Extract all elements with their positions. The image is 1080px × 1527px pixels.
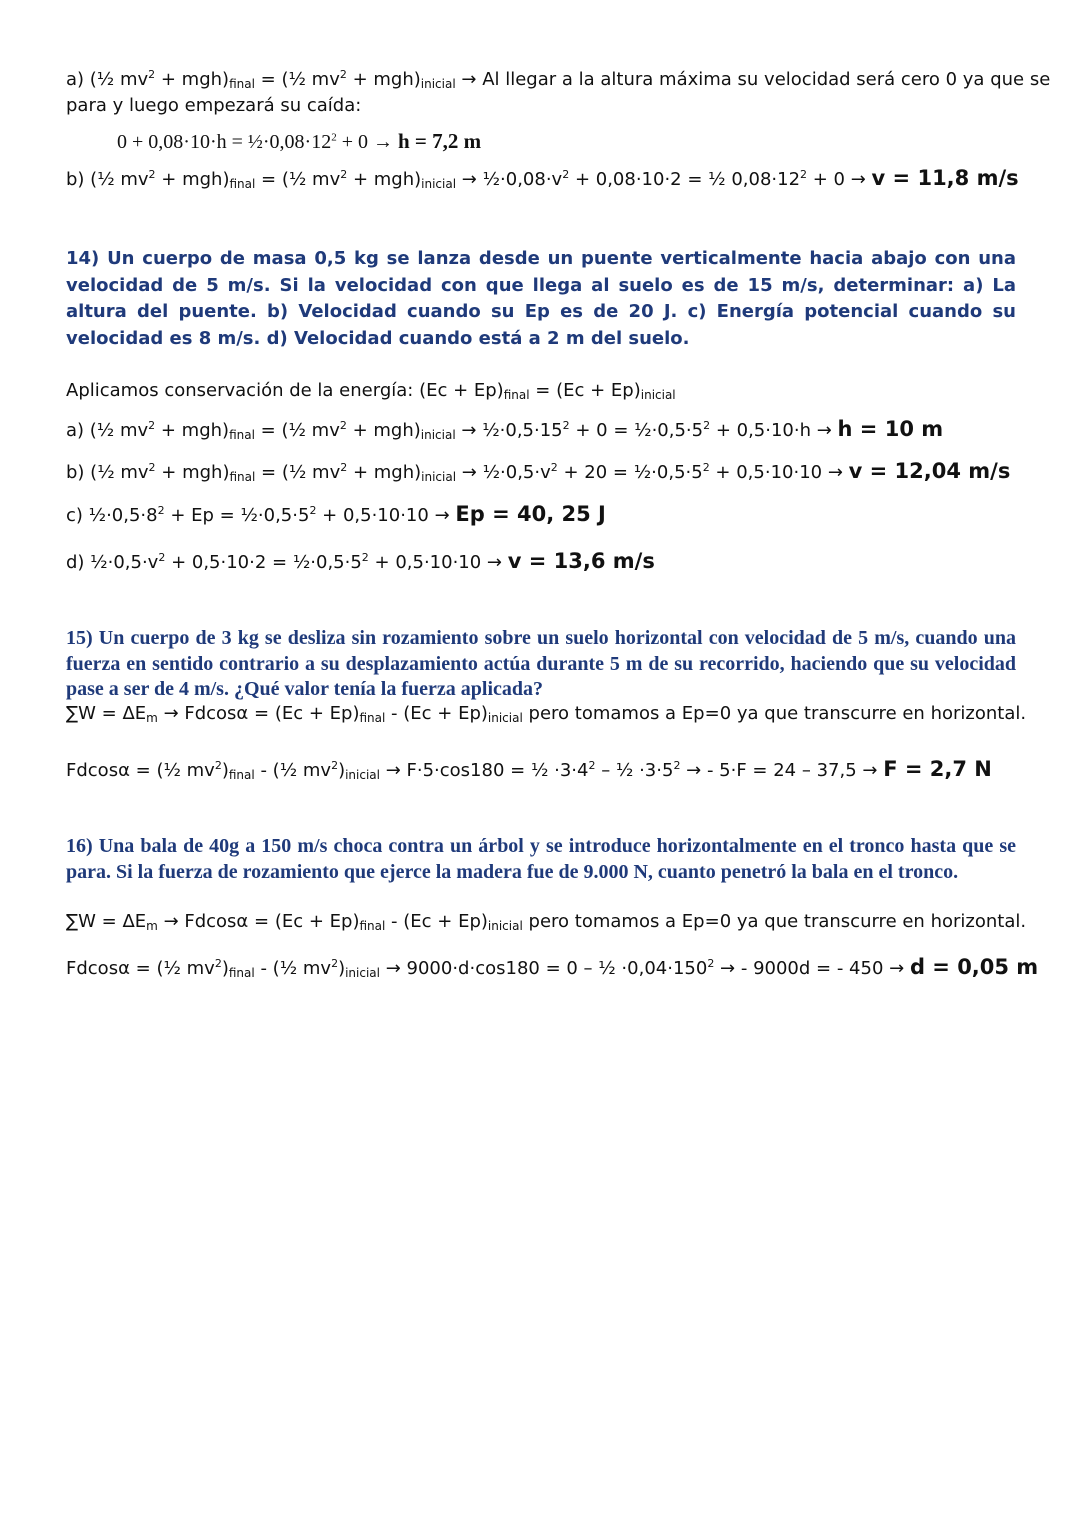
answer-b-line: b) (½ $mv^2 + mgh)_{final}$ = (½ $mv^2 + mgh)_{inicial}$ → $\frac{1}{2}\cdot 0,08\cdot v^2 + 0,08\cdot 10\cdot 2$ = ½ $0,08\cdot 12^2 + 0 \to v = 11,8$ m/s	[66, 166, 1019, 191]
q15-work-energy: $\sum W = \Delta E_m \to Fdcos\alpha = (Ec + Ep)_{final} - (Ec + Ep)_{inicial}$ pero tomamos a Ep=0 ya que transcurre en horizontal.	[66, 703, 1027, 725]
q15-calculation: Fdcosα = (½ $mv^2)_{final}$ - (½ $mv^2)_{inicial} \to F\cdot 5\cdot\cos 180$ = ½ $\cdot 3\cdot 4^2$ – ½ $\cdot 3\cdot 5^2$ → - 5·F = 24 – 37,5 → F = 2,7 N	[66, 757, 992, 782]
question-15: 15) Un cuerpo de 3 kg se desliza sin rozamiento sobre un suelo horizontal con velocidad de 5 m/s, cuando una fuerza en sentido contrario a su desplazamiento actúa durante 5 m de su recorrido, haciendo que su velocidad pase a ser de 4 m/s. ¿Qué valor tenía la fuerza aplicada?	[66, 627, 1016, 700]
answer-a-line-2: para y luego empezará su caída:	[66, 95, 362, 116]
q16-calculation: Fdcosα = (½ $mv^2)_{final}$ - (½ $mv^2)_{inicial} \to 9000\cdot d\cdot\cos 180 = 0$ – ½ $\cdot 0,04\cdot 150^2$ → - 9000d = - 450 → d = 0,05 m	[66, 955, 1039, 980]
q14-answer-d: d) $\frac{1}{2}\cdot 0,5\cdot v^2 + 0,5\cdot 10\cdot 2$ = $\frac{1}{2}\cdot 0,5\cdot 5^2 + 0,5\cdot 10\cdot 10 \to v = 13,6$ m/s	[66, 549, 655, 573]
q14-answer-b: b) (½ $mv^2 + mgh)_{final}$ = (½ $mv^2 + mgh)_{inicial}$ → $\frac{1}{2}\cdot 0,5\cdot v^2 + 20$ = $\frac{1}{2}\cdot 0,5\cdot 5^2 + 0,5\cdot 10\cdot 10 \to v = 12,04$ m/s	[66, 459, 1011, 484]
q14-intro: Aplicamos conservación de la energía: $(Ec + Ep)_{final} = (Ec + Ep)_{inicial}$	[66, 380, 676, 402]
answer-a-line: a) (½ $mv^2 + mgh)_{final}$ = (½ $mv^2 + mgh)_{inicial} \to Al$ llegar a la altura máxima su velocidad será cero 0 ya que se	[66, 68, 1051, 91]
q16-work-energy: $\sum W = \Delta E_m \to Fdcos\alpha = (Ec + Ep)_{final} - (Ec + Ep)_{inicial}$ pero tomamos a Ep=0 ya que transcurre en horizontal.	[66, 911, 1027, 933]
answer-a-equation: $0 + 0,08\cdot 10\cdot h = \frac{1}{2}\cdot 0,08\cdot 12^2 + 0 \to h = 7,2$ m	[117, 129, 482, 153]
q14-answer-a: a) (½ $mv^2 + mgh)_{final}$ = (½ $mv^2 + mgh)_{inicial}$ → $\frac{1}{2}\cdot 0,5\cdot 15^2 + 0$ = $\frac{1}{2}\cdot 0,5\cdot 5^2 + 0,5\cdot 10\cdot h \to h = 10$ m	[66, 417, 944, 442]
question-14: 14) Un cuerpo de masa 0,5 kg se lanza desde un puente verticalmente hacia abajo con una velocidad de 5 m/s. Si la velocidad con que llega al suelo es de 15 m/s, determinar: a) La altura del puente. b) Velocidad cuando su Ep es de 20 J. c) Energía potencial cuando su velocidad es 8 m/s. d) Velocidad cuando está a 2 m del suelo.	[66, 248, 1016, 349]
q14-answer-c: c) $\frac{1}{2}\cdot 0,5\cdot 8^2 + Ep$ = $\frac{1}{2}\cdot 0,5\cdot 5^2 + 0,5\cdot 10\cdot 10 \to Ep = 40$, 25 J	[66, 502, 606, 526]
question-16: 16) Una bala de 40g a 150 m/s choca contra un árbol y se introduce horizontalmente en el tronco hasta que se para. Si la fuerza de rozamiento que ejerce la madera fue de 9.000 N, cuanto penetró la bala en el tronco.	[66, 835, 1016, 883]
